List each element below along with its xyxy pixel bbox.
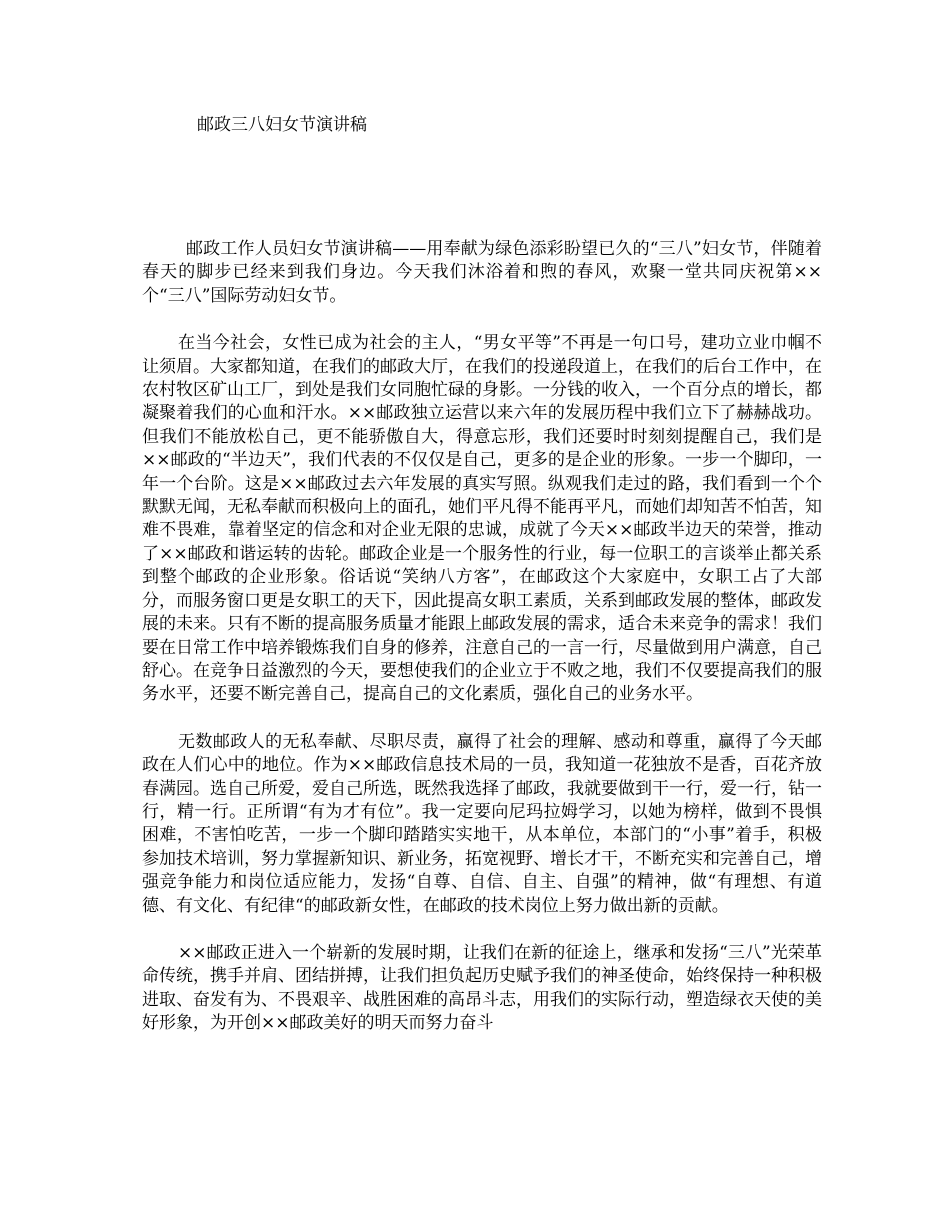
paragraph-intro: 邮政工作人员妇女节演讲稿——用奉献为绿色添彩盼望已久的“三八”妇女节，伴随着春天的脚步已经来到我们身边。今天我们沐浴着和煦的春风，欢聚一堂共同庆祝第××个“三八”国际劳动妇女节。 <box>142 239 822 306</box>
document-title: 邮政三八妇女节演讲稿 <box>197 115 367 135</box>
paragraph-dedication: 无数邮政人的无私奉献、尽职尽责，赢得了社会的理解、感动和尊重，赢得了今天邮政在人们心中的地位。作为××邮政信息技术局的一员，我知道一花独放不是香，百花齐放春满园。选自己所爱，爱自己所选，既然我选择了邮政，我就要做到干一行，爱一行，钻一行，精一行。正所谓“有为才有位”。我一定要向尼玛拉姆学习，以她为榜样，做到不畏惧困难，不害怕吃苦，一步一个脚印踏踏实实地干，从本单位，本部门的“小事”着手，积极参加技术培训，努力掌握新知识、新业务，拓宽视野、增长才干，不断充实和完善自己，增强竞争能力和岗位适应能力，发扬“自尊、自信、自主、自强”的精神，做“有理想、有道德、有文化、有纪律“的邮政新女性，在邮政的技术岗位上努力做出新的贡献。 <box>142 731 822 916</box>
paragraph-society: 在当今社会，女性已成为社会的主人，“男女平等”不再是一句口号，建功立业巾帼不让须眉。大家都知道，在我们的邮政大厅，在我们的投递段道上，在我们的后台工作中，在农村牧区矿山工厂，到处是我们女同胞忙碌的身影。一分钱的收入，一个百分点的增长，都凝聚着我们的心血和汗水。××邮政独立运营以来六年的发展历程中我们立下了赫赫战功。但我们不能放松自己，更不能骄傲自大，得意忘形，我们还要时时刻刻提醒自己，我们是××邮政的“半边天”，我们代表的不仅仅是自己，更多的是企业的形象。一步一个脚印，一年一个台阶。这是××邮政过去六年发展的真实写照。纵观我们走过的路，我们看到一个个默默无闻，无私奉献而积极向上的面孔，她们平凡得不能再平凡，而她们却知苦不怕苦，知难不畏难，靠着坚定的信念和对企业无限的忠诚，成就了今天××邮政半边天的荣誉，推动了××邮政和谐运转的齿轮。邮政企业是一个服务性的行业，每一位职工的言谈举止都关系到整个邮政的企业形象。俗话说“笑纳八方客”，在邮政这个大家庭中，女职工占了大部分，而服务窗口更是女职工的天下，因此提高女职工素质，关系到邮政发展的整体，邮政发展的未来。只有不断的提高服务质量才能跟上邮政发展的需求，适合未来竞争的需求！我们要在日常工作中培养锻炼我们自身的修养，注意自己的一言一行，尽量做到用户满意，自己舒心。在竞争日益激烈的今天，要想使我们的企业立于不败之地，我们不仅要提高我们的服务水平，还要不断完善自己，提高自己的文化素质，强化自己的业务水平。 <box>142 333 822 705</box>
document-body <box>142 238 822 1060</box>
paragraph-closing: ××邮政正进入一个崭新的发展时期，让我们在新的征途上，继承和发扬“三八”光荣革命传统，携手并肩、团结拼搏，让我们担负起历史赋予我们的神圣使命，始终保持一种积极进取、奋发有为、不畏艰辛、战胜困难的高昂斗志，用我们的实际行动，塑造绿衣天使的美好形象，为开创××邮政美好的明天而努力奋斗 <box>142 942 822 1034</box>
